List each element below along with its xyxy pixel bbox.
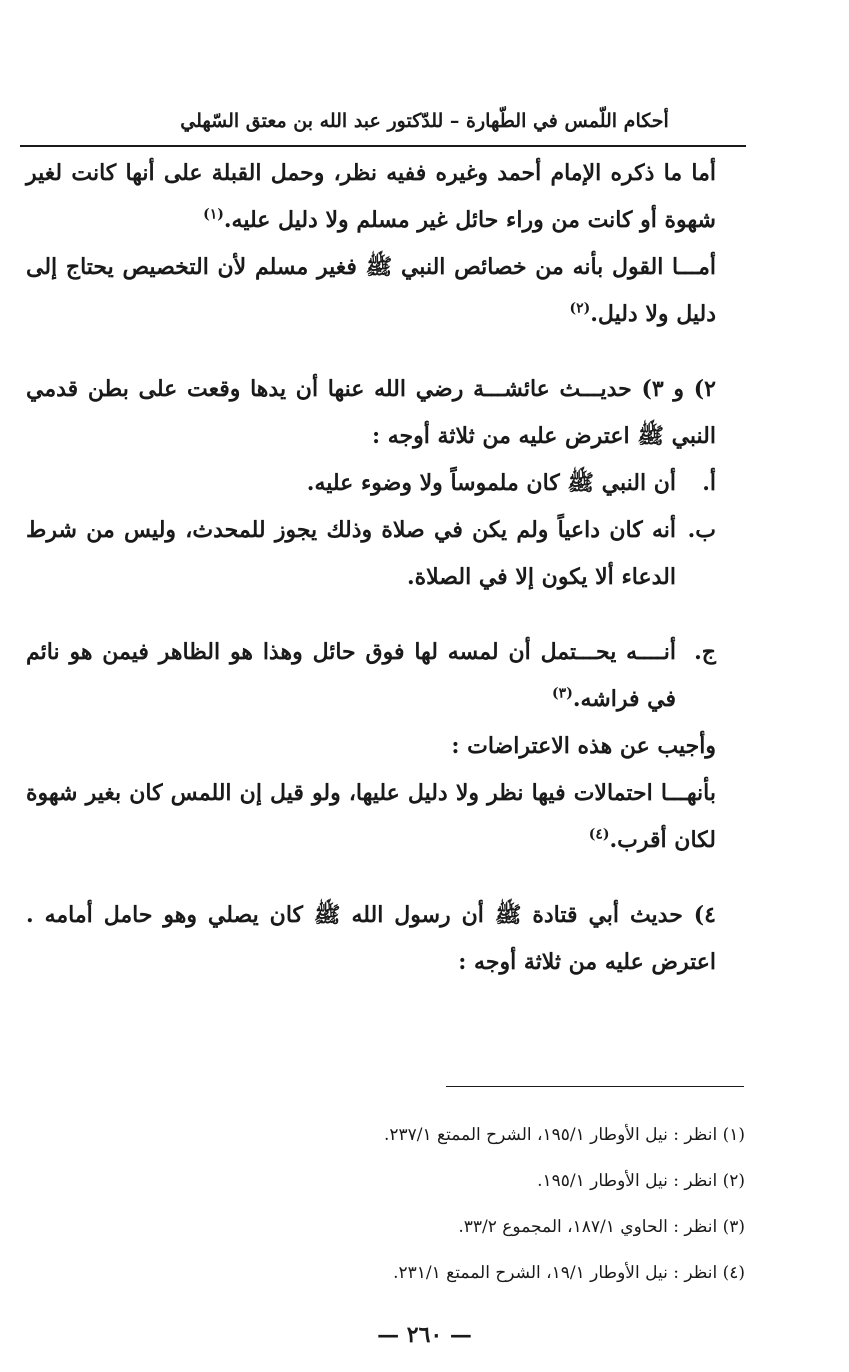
item-text: أنه كان داعياً ولم يكن في صلاة وذلك يجوز للمحدث، وليس من شرط الدعاء ألا يكون إلا في الصلاة. <box>26 517 676 590</box>
footnote-separator <box>446 1086 744 1087</box>
objection-item-b <box>26 507 746 601</box>
item-text: أن النبي ﷺ كان ملموساً ولا وضوء عليه. <box>306 470 676 496</box>
footnote-ref-3[interactable]: (٣) <box>552 685 573 702</box>
footnote-4: (٤) انظر : نيل الأوطار ١٩/١، الشرح الممتع ٢٣١/١. <box>393 1263 745 1283</box>
reply-heading: وأجيب عن هذه الاعتراضات : <box>451 733 716 759</box>
hadith-4-paragraph: ٤) حديث أبي قتادة ﷺ أن رسول الله ﷺ كان يصلي وهو حامل أمامه . اعترض عليه من ثلاثة أوجه : <box>26 902 716 975</box>
reply-paragraph: بأنهـــا احتمالات فيها نظر ولا دليل عليها، ولو قيل إن اللمس كان بغير شهوة لكان أقرب.$^{(٤)}$ <box>26 780 716 853</box>
paragraph-2: أمـــا القول بأنه من خصائص النبي ﷺ فغير مسلم لأن التخصيص يحتاج إلى دليل ولا دليل.$^{(٢)}$ <box>26 254 716 327</box>
header-rule <box>20 145 746 147</box>
footnotes <box>245 1112 745 1296</box>
item-label: ج. <box>694 639 716 665</box>
footnote-2: (٢) انظر : نيل الأوطار ١٩٥/١. <box>537 1171 745 1191</box>
footnote-1: (١) انظر : نيل الأوطار ١٩٥/١، الشرح الممتع ٢٣٧/١. <box>383 1125 745 1145</box>
spacer <box>26 864 746 892</box>
objection-item-c <box>26 629 746 723</box>
hadith-2-3-heading: ٢) و ٣) حديـــث عائشـــة رضي الله عنها أن يدها وقعت على بطن قدمي النبي ﷺ اعترض عليه من ثلاثة أوجه : <box>26 376 716 449</box>
paragraph-1: أما ما ذكره الإمام أحمد وغيره ففيه نظر، وحمل القبلة على أنها كانت لغير شهوة أو كانت من وراء حائل غير مسلم ولا دليل عليه.$^{(١)}$ <box>26 160 716 233</box>
spacer <box>26 601 746 629</box>
objection-item-a <box>26 460 746 507</box>
footnote-3: (٣) انظر : الحاوي ١٨٧/١، المجموع ٣٣/٢. <box>458 1217 745 1237</box>
item-label: أ. <box>702 470 716 496</box>
item-text: أنــــه يحـــتمل أن لمسه لها فوق حائل وهذا هو الظاهر فيمن هو نائم في فراشه. <box>26 639 676 712</box>
item-label: ب. <box>687 517 716 543</box>
footnote-ref-4[interactable]: (٤) <box>588 826 610 843</box>
footnote-ref-2[interactable]: (٢) <box>569 300 591 317</box>
running-header: أحكام اللّمس في الطّهارة – للدّكتور عبد الله بن معتق السّهلي <box>180 110 669 132</box>
spacer <box>26 338 746 366</box>
footnote-ref-1[interactable]: (١) <box>203 206 224 223</box>
main-text <box>26 150 746 986</box>
page-number: — ٢٦٠ — <box>377 1322 472 1348</box>
